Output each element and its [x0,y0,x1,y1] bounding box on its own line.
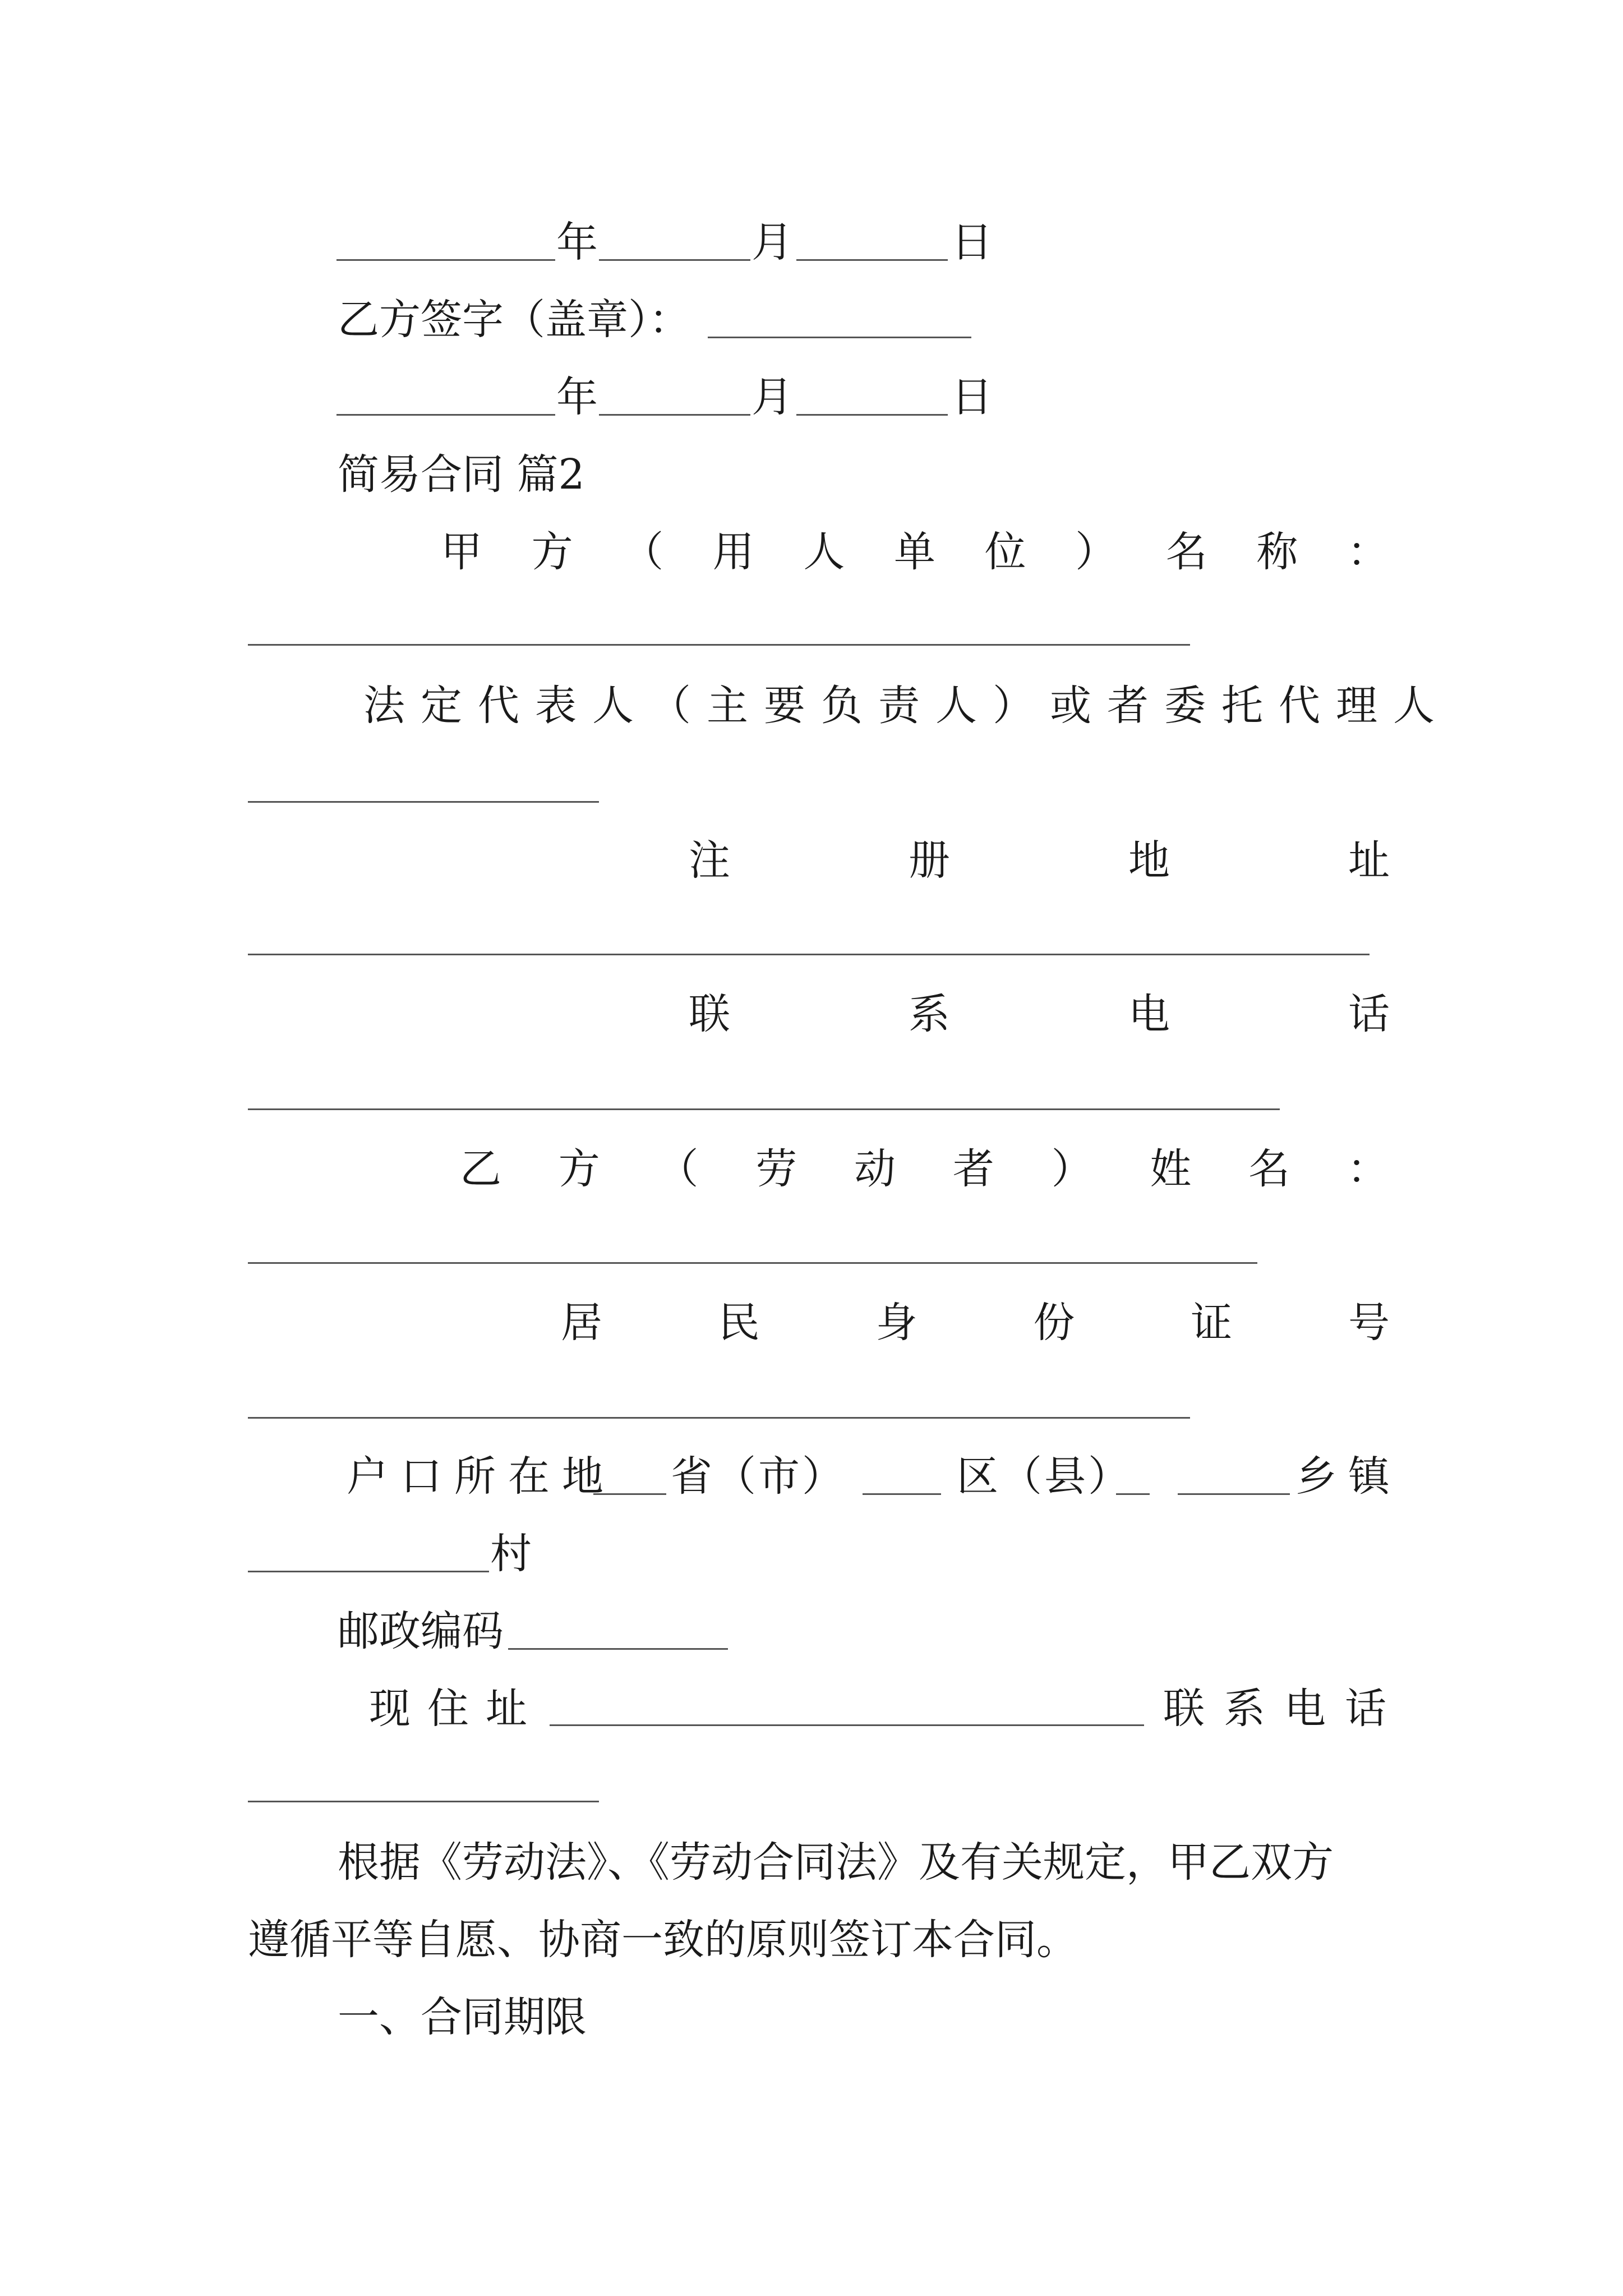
party-b-name-label [460,1141,1389,1197]
char: （ [657,1145,699,1193]
hukou-village-blank[interactable] [248,1571,489,1572]
year-blank[interactable] [336,259,555,261]
reg-address-label [689,832,1390,889]
char: 甲 [441,528,482,576]
preamble-line-1: 根据《劳动法》、《劳动合同法》及有关规定，甲乙双方 [338,1838,1334,1887]
char: 劳 [755,1145,797,1193]
char: ） [1075,528,1117,576]
char: 姓 [1150,1145,1192,1193]
legal-rep-label: 法定代表人（主要负责人）或者委托代理人 [363,682,1450,730]
char: 册 [909,836,950,885]
hukou-label: 户口所在地 [347,1452,616,1501]
current-address-label: 现住址 [369,1685,544,1733]
day-blank[interactable] [796,259,948,261]
char: 方 [558,1145,600,1193]
contact-phone-blank[interactable] [248,1108,1280,1110]
char: 居 [561,1299,602,1347]
hukou-province-label: 省（市） [671,1452,846,1501]
hukou-district-blank-2[interactable] [1116,1493,1150,1495]
postal-code-label: 邮政编码 [338,1607,504,1655]
char: 话 [1348,990,1390,1038]
party-a-name-blank[interactable] [248,644,1190,646]
char: 身 [875,1299,917,1347]
char: 注 [689,836,730,885]
char: 名 [1165,528,1207,576]
month-blank[interactable] [599,259,750,261]
reg-address-blank[interactable] [248,954,1370,955]
hukou-town-blank[interactable] [1178,1493,1290,1495]
hukou-village-label: 村 [490,1530,532,1578]
hukou-district-blank[interactable] [863,1493,941,1495]
year-label: 年 [556,218,598,266]
char: 系 [909,990,950,1038]
party-b-signature-blank[interactable] [708,337,971,338]
char: 电 [1128,990,1170,1038]
id-number-label [561,1295,1390,1351]
char: ） [1051,1145,1093,1193]
year-blank[interactable] [336,414,555,416]
char: 证 [1191,1299,1233,1347]
day-label: 日 [951,373,993,421]
legal-rep-blank[interactable] [248,801,599,803]
id-number-blank[interactable] [248,1417,1190,1419]
char: 地 [1128,836,1170,885]
month-label: 月 [751,373,793,421]
char: 单 [893,528,935,576]
hukou-province-blank[interactable] [593,1493,666,1495]
day-label: 日 [951,218,993,266]
char: ： [1347,528,1389,576]
char: 联 [689,990,730,1038]
hukou-district-label: 区（县） [957,1452,1132,1501]
current-address-phone-blank[interactable] [248,1801,599,1802]
char: 址 [1348,836,1390,885]
char: ： [1347,1145,1389,1193]
char: 民 [718,1299,760,1347]
char: 用 [712,528,754,576]
current-address-phone-label: 联系电话 [1163,1685,1405,1733]
month-label: 月 [751,218,793,266]
char: （ [622,528,664,576]
day-blank[interactable] [796,414,948,416]
party-a-name-label [441,524,1389,580]
char: 位 [984,528,1026,576]
char: 人 [803,528,845,576]
char: 方 [531,528,573,576]
char: 称 [1256,528,1298,576]
clause-1-heading: 一、合同期限 [338,1993,587,2041]
contact-phone-label [689,986,1390,1042]
char: 者 [952,1145,994,1193]
year-label: 年 [556,373,598,421]
party-b-signature-label: 乙方签字（盖章）： [338,296,690,344]
current-address-blank[interactable] [550,1724,1144,1726]
preamble-line-2: 遵循平等自愿、协商一致的原则签订本合同。 [248,1916,1078,1964]
party-b-name-blank[interactable] [248,1262,1257,1264]
char: 名 [1248,1145,1290,1193]
hukou-town-label: 乡镇 [1295,1452,1401,1501]
postal-code-blank[interactable] [508,1648,728,1650]
char: 份 [1033,1299,1075,1347]
char: 号 [1348,1299,1390,1347]
char: 动 [854,1145,896,1193]
section-heading: 简易合同 篇2 [338,450,585,499]
char: 乙 [460,1145,501,1193]
month-blank[interactable] [599,414,750,416]
